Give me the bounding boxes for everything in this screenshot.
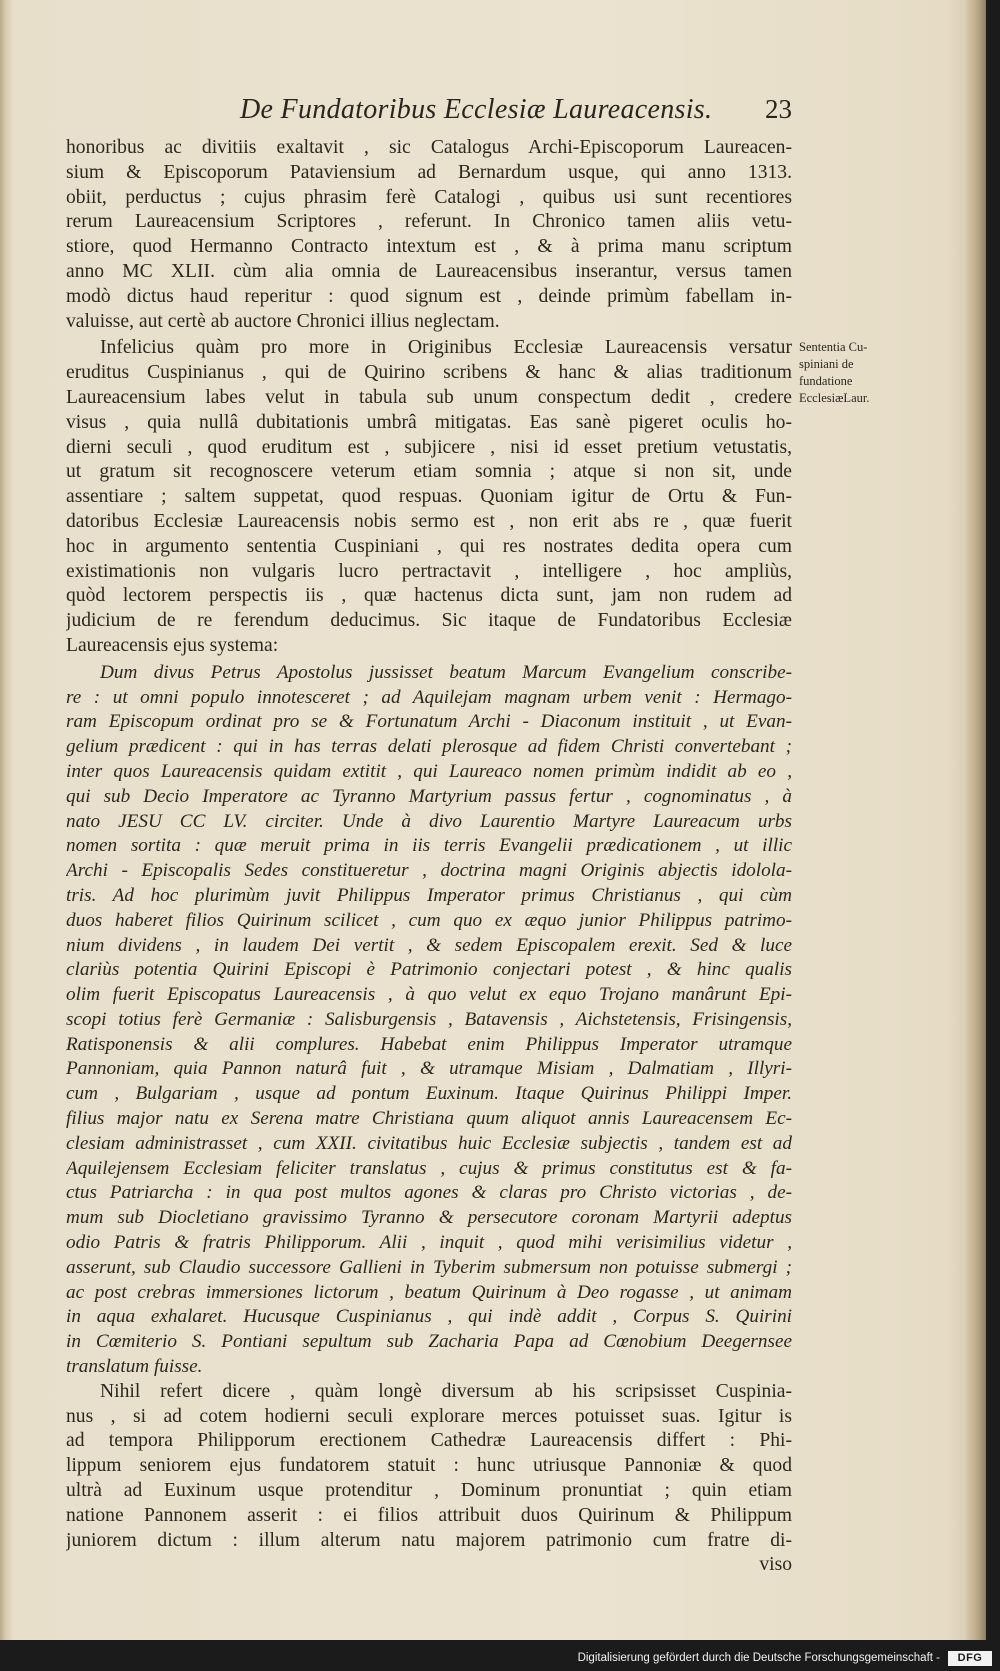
quote-line: asserunt, sub Claudio successore Gallieni in Tyberim submersum non potuisse submergi ; (66, 1256, 792, 1278)
text-line: ut gratum sit recognoscere veterum etiam somnia ; atque si non sit, unde (66, 461, 792, 483)
text-line: visus , quia nullâ dubitationis umbrâ mitigatas. Eas sanè pigeret oculis ho- (66, 411, 792, 433)
quote-line: duos haberet filios Quirinum scilicet , cum quo ex æquo junior Philippus patrimo- (66, 909, 792, 931)
text-line: nus , si ad cotem hodierni seculi explorare merces potuisset suas. Igitur is (66, 1405, 792, 1427)
text-line: sium & Episcoporum Pataviensium ad Bernardum usque, qui anno 1313. (66, 161, 792, 183)
text-line: juniorem dictum : illum alterum natu majorem patrimonio cum fratre di- (66, 1529, 792, 1551)
text-line: valuisse, aut certè ab auctore Chronici illius neglectam. (66, 310, 500, 332)
quote-line: qui sub Decio Imperatore ac Tyranno Martyrium passus fertur , cognominatus , à (66, 785, 792, 807)
margin-note-line: spiniani de (799, 357, 854, 371)
quote-line: nium dividens , in laudem Dei vertit , & sedem Episcopalem erexit. Sed & luce (66, 934, 792, 956)
text-line: dierni seculi , quod eruditum est , subjicere , nisi id esset pretium vetustatis, (66, 436, 792, 458)
text-line: anno MC XLII. cùm alia omnia de Laureacensibus inserantur, versus tamen (66, 260, 792, 282)
quote-line: inter quos Laureacensis quidam extitit , qui Laureaco nomen primùm indidit ab eo , (66, 760, 792, 782)
quote-line: clariùs potentia Quirini Episcopi è Patrimonio conjectari potest , & hinc qualis (66, 959, 792, 981)
text-line: eruditus Cuspinianus , qui de Quirino scribens & hanc & alias traditionum (66, 362, 792, 384)
quote-line: ctus Patriarcha : in qua post multos agones & claras pro Christo victorias , de- (66, 1182, 792, 1204)
text-line: rerum Laureacensium Scriptores , referunt. In Chronico tamen aliis vetu- (66, 211, 792, 233)
quote-line: re : ut omni populo innotesceret ; ad Aquilejam magnam urbem venit : Hermago- (66, 686, 792, 708)
page-edge (966, 0, 986, 1640)
quote-line: nomen sortita : quæ meruit prima in iis terris Evangelii prædicationem , ut illic (66, 835, 792, 857)
body-text (66, 136, 792, 1578)
text-line: lippum seniorem ejus fundatorem statuit : hunc utriusque Pannoniæ & quod (66, 1455, 792, 1477)
quote-line: Pannoniam, quia Pannon naturâ fuit , & utramque Misiam , Dalmatiam , Illyri- (66, 1058, 792, 1080)
text-line: assentiare ; saltem suppetat, quod respuas. Quoniam igitur de Ortu & Fun- (66, 486, 792, 508)
quote-line: Ratisponensis & alii complures. Habebat enim Philippus Imperator utramque (66, 1033, 792, 1055)
quote-line: in Cœmiterio S. Pontiani sepultum sub Zacharia Papa ad Cœnobium Deegernsee (66, 1331, 792, 1353)
text-line: modò dictus haud reperitur : quod signum est , deinde primùm fabellam in- (66, 285, 792, 307)
quote-line: ac post crebras immersiones lictorum , beatum Quirinum à Deo rogasse , ut animam (66, 1281, 792, 1303)
cuspinian-quotation (66, 661, 792, 1380)
running-header-title: De Fundatoribus Ecclesiæ Laureacensis. (240, 94, 713, 125)
quote-line: gelium prædicent : qui in has terras delati plerosque ad fidem Christi convertebant ; (66, 736, 792, 758)
text-line: Infelicius quàm pro more in Originibus Ecclesiæ Laureacensis versatur (100, 337, 792, 359)
quote-line: scopi totius ferè Germaniæ : Salisburgensis , Batavensis , Aichstetensis, Frisingensis, (66, 1008, 792, 1030)
text-line: Nihil refert dicere , quàm longè diversum ab his scripsisset Cuspinia- (100, 1380, 792, 1402)
quote-line: in aqua exhalaret. Hucusque Cuspinianus , qui indè addit , Corpus S. Quirini (66, 1306, 792, 1328)
text-line: obiit, perductus ; cujus phrasim ferè Catalogi , quibus usi sunt recentiores (66, 186, 792, 208)
text-line: natione Pannonem asserit : ei filios attribuit duos Quirinum & Philippum (66, 1504, 792, 1526)
quote-line: translatum fuisse. (66, 1356, 203, 1378)
quote-line: clesiam administrasset , cum XXII. civitatibus huic Ecclesiæ subjectis , tandem est ad (66, 1132, 792, 1154)
funding-notice: Digitalisierung gefördert durch die Deutsche Forschungsgemeinschaft - (577, 1652, 940, 1664)
text-line: ultrà ad Euxinum usque protenditur , Dominum pronuntiat ; quin etiam (66, 1480, 792, 1502)
margin-note-line: Sententia Cu- (799, 340, 868, 354)
quote-line: Archi - Episcopalis Sedes constitueretur , doctrina magni Originis abjectis idolola- (66, 860, 792, 882)
margin-note-line: EcclesiæLaur. (799, 391, 870, 405)
quote-line: filius major natu ex Serena matre Christiana quum aliquot annis Laureacensem Ec- (66, 1108, 792, 1130)
paragraph-1 (66, 136, 792, 334)
page-number: 23 (765, 94, 792, 124)
margin-note-line: fundatione (799, 374, 853, 388)
quote-line: nato JESU CC LV. circiter. Unde à divo Laurentio Martyre Laureacum urbs (66, 810, 792, 832)
text-line: quòd lectorem perspectis iis , quæ hactenus dicta sunt, jam non rudem ad (66, 585, 792, 607)
dfg-logo: DFG (948, 1651, 992, 1666)
catchword: viso (759, 1554, 792, 1576)
text-line: stiore, quod Hermanno Contracto intextum est , & à prima manu scriptum (66, 236, 792, 258)
text-line: ad tempora Philipporum erectionem Cathedræ Laureacensis differt : Phi- (66, 1430, 792, 1452)
text-line: Laureacensis ejus systema: (66, 634, 279, 656)
quote-line: cum , Bulgariam , usque ad pontum Euxinum. Itaque Quirinus Philippi Imper. (66, 1083, 792, 1105)
quote-line: ram Episcopum ordinat pro se & Fortunatum Archi - Diaconum instituit , ut Evan- (66, 711, 792, 733)
paragraph-3 (66, 1380, 792, 1578)
text-line: datoribus Ecclesiæ Laureacensis nobis sermo est , non erit abs re , quæ fuerit (66, 510, 792, 532)
text-line: hoc in argumento sententia Cuspiniani , qui res nostrates dedita opera cum (66, 535, 792, 557)
text-line: existimationis non vulgaris lucro pertractavit , intelligere , hoc ampliùs, (66, 560, 792, 582)
paragraph-2 (66, 336, 792, 658)
quote-line: Dum divus Petrus Apostolus jussisset beatum Marcum Evangelium conscribe- (100, 661, 792, 683)
marginal-note (799, 339, 891, 407)
text-line: Laureacensium labes velut in tabula sub unum conspectum dedit , credere (66, 386, 792, 408)
quote-line: tris. Ad hoc plurimùm juvit Philippus Imperator primus Christianus , qui cùm (66, 884, 792, 906)
text-line: honoribus ac divitiis exaltavit , sic Catalogus Archi-Episcoporum Laureacen- (66, 137, 792, 158)
quote-line: odio Patris & fratris Philipporum. Alii , inquit , quod mihi verisimilius videtur , (66, 1232, 792, 1254)
quote-line: mum sub Diocletiano gravissimo Tyranno & persecutore coronam Martyrii adeptus (66, 1207, 792, 1229)
quote-line: Aquilejensem Ecclesiam feliciter translatus , cujus & primus constitutus est & fa- (66, 1157, 792, 1179)
quote-line: olim fuerit Episcopatus Laureacensis , à quo velut ex equo Trojano manârunt Epi- (66, 984, 792, 1006)
text-line: judicium de re ferendum deducimus. Sic itaque de Fundatoribus Ecclesiæ (66, 610, 792, 632)
